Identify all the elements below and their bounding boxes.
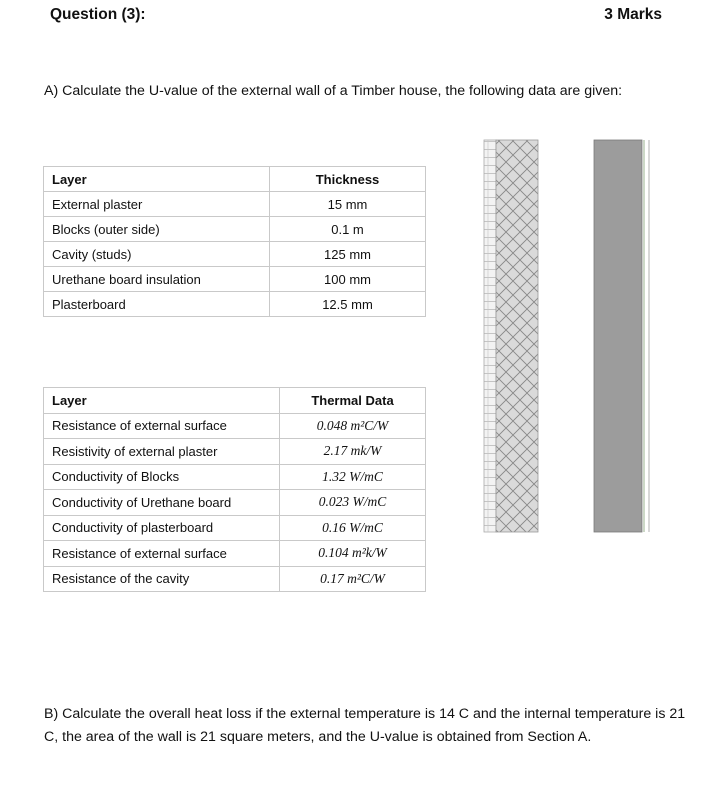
property-name: Resistivity of external plaster (44, 439, 280, 465)
part-b-text: B) Calculate the overall heat loss if the external temperature is 14 C and the internal temperature is 21 C, the area of the wall is 21 square meters, and the U-value is obtained from Section A. (44, 706, 686, 745)
table-row (44, 439, 426, 465)
table-row (44, 413, 426, 439)
wall-section-diagram (478, 134, 660, 534)
part-a-text: A) Calculate the U-value of the external wall of a Timber house, the following data are given: (44, 83, 623, 99)
insulation-board-layer (594, 140, 642, 532)
layer-thickness: 100 mm (270, 267, 426, 292)
layer-thickness: 15 mm (270, 192, 426, 217)
external-plaster-layer (484, 140, 496, 532)
layer-name: External plaster (44, 192, 270, 217)
property-value: 0.104 m²k/W (280, 541, 426, 567)
table-row (44, 242, 426, 267)
table-row (44, 566, 426, 592)
table-header-row (44, 167, 426, 192)
property-value: 2.17 mk/W (280, 439, 426, 465)
thermal-data-table (43, 387, 426, 592)
property-name: Conductivity of plasterboard (44, 515, 280, 541)
table-row (44, 515, 426, 541)
property-name: Resistance of external surface (44, 413, 280, 439)
property-name: Resistance of the cavity (44, 566, 280, 592)
property-value: 0.048 m²C/W (280, 413, 426, 439)
property-value: 0.17 m²C/W (280, 566, 426, 592)
property-value: 1.32 W/mC (280, 464, 426, 490)
header-layer: Layer (44, 167, 270, 192)
layer-thickness: 0.1 m (270, 217, 426, 242)
property-name: Conductivity of Urethane board (44, 490, 280, 516)
question-title: Question (3): (50, 6, 146, 23)
layer-thickness: 12.5 mm (270, 292, 426, 317)
property-name: Resistance of external surface (44, 541, 280, 567)
table-row (44, 267, 426, 292)
table-row (44, 192, 426, 217)
layer-name: Urethane board insulation (44, 267, 270, 292)
layer-thickness-table (43, 166, 426, 317)
table-header-row (44, 388, 426, 414)
question-marks: 3 Marks (604, 6, 662, 23)
table-row (44, 464, 426, 490)
property-value: 0.023 W/mC (280, 490, 426, 516)
property-name: Conductivity of Blocks (44, 464, 280, 490)
blocks-layer (496, 140, 538, 532)
plasterboard-layer (644, 140, 649, 532)
header-thickness: Thickness (270, 167, 426, 192)
table-row (44, 292, 426, 317)
layer-name: Cavity (studs) (44, 242, 270, 267)
header-thermal-data: Thermal Data (280, 388, 426, 414)
layer-name: Plasterboard (44, 292, 270, 317)
layer-name: Blocks (outer side) (44, 217, 270, 242)
table-row (44, 490, 426, 516)
header-layer: Layer (44, 388, 280, 414)
layer-thickness: 125 mm (270, 242, 426, 267)
table-row (44, 541, 426, 567)
property-value: 0.16 W/mC (280, 515, 426, 541)
table-row (44, 217, 426, 242)
